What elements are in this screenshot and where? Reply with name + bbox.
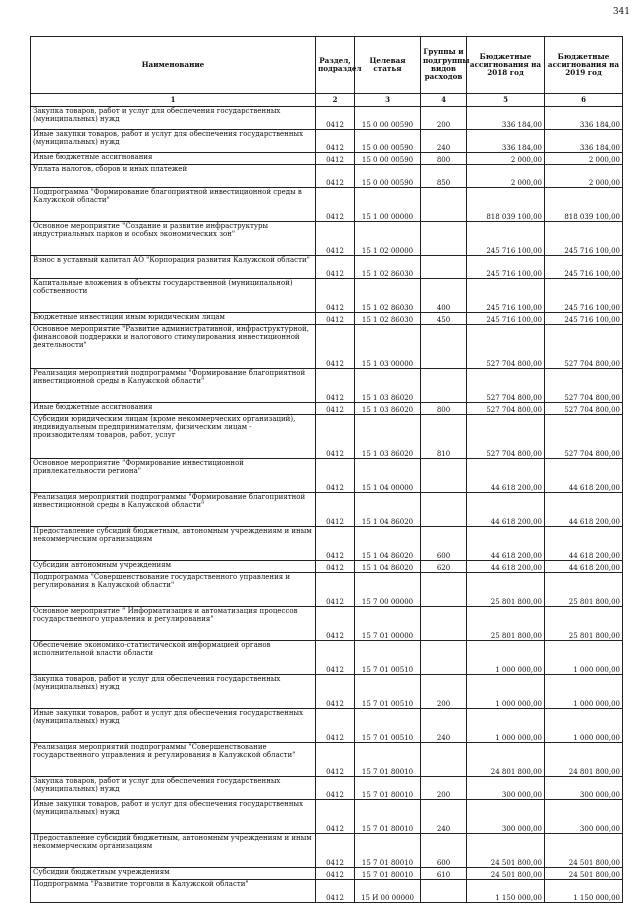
header-target: Целевая статья	[355, 37, 421, 94]
cell-name: Основное мероприятие "Развитие административной, инфраструктурной, финансовой поддержки и налогового стимулирования инвестиционной деятельности"	[31, 325, 316, 369]
cell-y2018: 336 184,00	[467, 107, 545, 130]
table-row	[31, 800, 623, 834]
cell-target: 15 7 01 00000	[355, 607, 421, 641]
cell-y2018: 24 501 800,00	[467, 868, 545, 880]
cell-target: 15 7 01 80010	[355, 743, 421, 777]
table-row	[31, 279, 623, 313]
cell-section: 0412	[316, 743, 355, 777]
cell-name: Иные закупки товаров, работ и услуг для обеспечения государственных (муниципальных) нужд	[31, 709, 316, 743]
cell-section: 0412	[316, 880, 355, 903]
cell-target: 15 0 00 00590	[355, 165, 421, 188]
cell-group	[421, 573, 467, 607]
cell-group	[421, 325, 467, 369]
cell-target: 15 7 01 80010	[355, 834, 421, 868]
cell-name: Реализация мероприятий подпрограммы "Совершенствование государственного управления и регулирования в Калужской области"	[31, 743, 316, 777]
cell-y2019: 44 618 200,00	[545, 561, 623, 573]
col-number: 1	[31, 94, 316, 107]
cell-section: 0412	[316, 675, 355, 709]
table-row	[31, 561, 623, 573]
cell-y2019: 44 618 200,00	[545, 493, 623, 527]
table-row	[31, 527, 623, 561]
table-row	[31, 573, 623, 607]
cell-section: 0412	[316, 573, 355, 607]
cell-y2018: 44 618 200,00	[467, 527, 545, 561]
cell-target: 15 1 03 86020	[355, 369, 421, 403]
cell-group: 600	[421, 527, 467, 561]
cell-target: 15 7 01 80010	[355, 800, 421, 834]
cell-group	[421, 459, 467, 493]
cell-y2018: 245 716 100,00	[467, 279, 545, 313]
table-row	[31, 743, 623, 777]
table-row	[31, 868, 623, 880]
cell-section: 0412	[316, 527, 355, 561]
table-row	[31, 188, 623, 222]
col-number: 4	[421, 94, 467, 107]
cell-group	[421, 607, 467, 641]
cell-group	[421, 493, 467, 527]
cell-target: 15 7 00 00000	[355, 573, 421, 607]
cell-name: Предоставление субсидий бюджетным, автономным учреждениям и иным некоммерческим организациям	[31, 527, 316, 561]
table-row	[31, 880, 623, 903]
cell-group	[421, 880, 467, 903]
cell-y2018: 818 039 100,00	[467, 188, 545, 222]
cell-name: Закупка товаров, работ и услуг для обеспечения государственных (муниципальных) нужд	[31, 107, 316, 130]
cell-y2018: 25 801 800,00	[467, 607, 545, 641]
cell-section: 0412	[316, 607, 355, 641]
cell-name: Основное мероприятие "Создание и развитие инфраструктуры индустриальных парков и особых экономических зон"	[31, 222, 316, 256]
cell-section: 0412	[316, 561, 355, 573]
header-row	[31, 37, 623, 94]
cell-target: 15 7 01 00510	[355, 675, 421, 709]
cell-y2019: 1 000 000,00	[545, 641, 623, 675]
cell-y2019: 24 501 800,00	[545, 868, 623, 880]
table-row	[31, 709, 623, 743]
cell-name: Основное мероприятие " Информатизация и автоматизация процессов государственного управления и регулирования"	[31, 607, 316, 641]
cell-section: 0412	[316, 459, 355, 493]
cell-y2018: 245 716 100,00	[467, 256, 545, 279]
cell-group: 400	[421, 279, 467, 313]
cell-name: Иные закупки товаров, работ и услуг для обеспечения государственных (муниципальных) нужд	[31, 800, 316, 834]
table-body	[31, 107, 623, 903]
cell-y2019: 1 000 000,00	[545, 709, 623, 743]
header-section: Раздел, подраздел	[316, 37, 355, 94]
cell-group: 240	[421, 130, 467, 153]
header-name: Наименование	[31, 37, 316, 94]
cell-name: Предоставление субсидий бюджетным, автономным учреждениям и иным некоммерческим организациям	[31, 834, 316, 868]
cell-name: Уплата налогов, сборов и иных платежей	[31, 165, 316, 188]
col-number: 2	[316, 94, 355, 107]
cell-group: 810	[421, 415, 467, 459]
cell-y2019: 527 704 800,00	[545, 415, 623, 459]
cell-target: 15 1 03 86020	[355, 415, 421, 459]
table-row	[31, 107, 623, 130]
cell-group: 200	[421, 777, 467, 800]
cell-section: 0412	[316, 325, 355, 369]
cell-y2019: 24 501 800,00	[545, 834, 623, 868]
cell-group: 200	[421, 675, 467, 709]
cell-name: Закупка товаров, работ и услуг для обеспечения государственных (муниципальных) нужд	[31, 675, 316, 709]
page-number: 341	[612, 7, 630, 17]
cell-y2019: 245 716 100,00	[545, 279, 623, 313]
cell-y2019: 527 704 800,00	[545, 403, 623, 415]
table-row	[31, 130, 623, 153]
cell-name: Взнос в уставный капитал АО "Корпорация развития Калужской области"	[31, 256, 316, 279]
cell-name: Подпрограмма "Развитие торговли в Калужской области"	[31, 880, 316, 903]
header-2019: Бюджетные ассигнования на 2019 год	[545, 37, 623, 94]
cell-y2018: 2 000,00	[467, 153, 545, 165]
cell-section: 0412	[316, 800, 355, 834]
cell-group: 240	[421, 709, 467, 743]
cell-y2019: 336 184,00	[545, 130, 623, 153]
cell-group: 620	[421, 561, 467, 573]
table-row	[31, 607, 623, 641]
cell-target: 15 И 00 00000	[355, 880, 421, 903]
cell-name: Реализация мероприятий подпрограммы "Формирование благоприятной инвестиционной среды в Калужской области"	[31, 493, 316, 527]
cell-y2019: 245 716 100,00	[545, 256, 623, 279]
cell-group	[421, 188, 467, 222]
budget-table	[30, 36, 623, 903]
cell-y2018: 300 000,00	[467, 800, 545, 834]
cell-y2018: 1 000 000,00	[467, 709, 545, 743]
cell-group	[421, 743, 467, 777]
cell-y2019: 1 150 000,00	[545, 880, 623, 903]
cell-name: Закупка товаров, работ и услуг для обеспечения государственных (муниципальных) нужд	[31, 777, 316, 800]
cell-y2018: 25 801 800,00	[467, 573, 545, 607]
table-row	[31, 834, 623, 868]
cell-section: 0412	[316, 777, 355, 800]
cell-name: Субсидии юридическим лицам (кроме некоммерческих организаций), индивидуальным предпринимателям, физическим лицам - производителям товаров, работ, услуг	[31, 415, 316, 459]
cell-target: 15 7 01 00510	[355, 709, 421, 743]
cell-target: 15 1 04 86020	[355, 561, 421, 573]
cell-section: 0412	[316, 415, 355, 459]
cell-section: 0412	[316, 369, 355, 403]
cell-y2018: 1 150 000,00	[467, 880, 545, 903]
table-row	[31, 777, 623, 800]
cell-name: Бюджетные инвестиции иным юридическим лицам	[31, 313, 316, 325]
cell-y2019: 44 618 200,00	[545, 459, 623, 493]
cell-y2018: 24 801 800,00	[467, 743, 545, 777]
cell-y2019: 25 801 800,00	[545, 573, 623, 607]
cell-target: 15 1 04 86020	[355, 493, 421, 527]
cell-y2018: 527 704 800,00	[467, 325, 545, 369]
cell-section: 0412	[316, 403, 355, 415]
cell-y2019: 336 184,00	[545, 107, 623, 130]
cell-y2018: 44 618 200,00	[467, 561, 545, 573]
cell-y2018: 245 716 100,00	[467, 222, 545, 256]
cell-target: 15 1 03 86020	[355, 403, 421, 415]
cell-group: 450	[421, 313, 467, 325]
cell-target: 15 1 03 00000	[355, 325, 421, 369]
cell-name: Реализация мероприятий подпрограммы "Формирование благоприятной инвестиционной среды в Калужской области"	[31, 369, 316, 403]
cell-y2019: 2 000,00	[545, 153, 623, 165]
cell-y2019: 1 000 000,00	[545, 675, 623, 709]
cell-section: 0412	[316, 256, 355, 279]
cell-group: 610	[421, 868, 467, 880]
cell-group: 600	[421, 834, 467, 868]
header-2018: Бюджетные ассигнования на 2018 год	[467, 37, 545, 94]
table-row	[31, 403, 623, 415]
cell-target: 15 1 02 00000	[355, 222, 421, 256]
cell-name: Основное мероприятие "Формирование инвестиционной привлекательности региона"	[31, 459, 316, 493]
cell-target: 15 7 01 80010	[355, 868, 421, 880]
cell-y2018: 1 000 000,00	[467, 675, 545, 709]
cell-name: Субсидии бюджетным учреждениям	[31, 868, 316, 880]
table-row	[31, 256, 623, 279]
cell-section: 0412	[316, 868, 355, 880]
cell-target: 15 1 00 00000	[355, 188, 421, 222]
table-row	[31, 641, 623, 675]
cell-section: 0412	[316, 153, 355, 165]
cell-name: Обеспечение экономико-статистической информацией органов исполнительной власти области	[31, 641, 316, 675]
cell-y2019: 2 000,00	[545, 165, 623, 188]
cell-target: 15 7 01 80010	[355, 777, 421, 800]
cell-y2019: 44 618 200,00	[545, 527, 623, 561]
cell-section: 0412	[316, 130, 355, 153]
cell-y2018: 2 000,00	[467, 165, 545, 188]
cell-y2018: 527 704 800,00	[467, 369, 545, 403]
cell-y2019: 300 000,00	[545, 777, 623, 800]
cell-group: 200	[421, 107, 467, 130]
table-row	[31, 222, 623, 256]
cell-section: 0412	[316, 188, 355, 222]
cell-section: 0412	[316, 709, 355, 743]
table-row	[31, 415, 623, 459]
cell-name: Иные бюджетные ассигнования	[31, 403, 316, 415]
cell-target: 15 0 00 00590	[355, 107, 421, 130]
cell-y2018: 527 704 800,00	[467, 415, 545, 459]
cell-y2018: 44 618 200,00	[467, 459, 545, 493]
cell-section: 0412	[316, 222, 355, 256]
cell-y2019: 818 039 100,00	[545, 188, 623, 222]
cell-y2019: 527 704 800,00	[545, 325, 623, 369]
cell-group: 800	[421, 403, 467, 415]
cell-section: 0412	[316, 313, 355, 325]
table-row	[31, 165, 623, 188]
cell-name: Подпрограмма "Формирование благоприятной инвестиционной среды в Калужской области"	[31, 188, 316, 222]
cell-y2018: 1 000 000,00	[467, 641, 545, 675]
col-number: 6	[545, 94, 623, 107]
cell-target: 15 1 04 00000	[355, 459, 421, 493]
cell-name: Капитальные вложения в объекты государственной (муниципальной) собственности	[31, 279, 316, 313]
table-row	[31, 325, 623, 369]
cell-section: 0412	[316, 641, 355, 675]
cell-group	[421, 256, 467, 279]
cell-section: 0412	[316, 279, 355, 313]
cell-y2018: 336 184,00	[467, 130, 545, 153]
cell-y2018: 300 000,00	[467, 777, 545, 800]
cell-section: 0412	[316, 107, 355, 130]
cell-target: 15 1 04 86020	[355, 527, 421, 561]
table-row	[31, 153, 623, 165]
cell-section: 0412	[316, 834, 355, 868]
cell-target: 15 0 00 00590	[355, 130, 421, 153]
cell-y2019: 300 000,00	[545, 800, 623, 834]
cell-y2019: 25 801 800,00	[545, 607, 623, 641]
cell-y2018: 24 501 800,00	[467, 834, 545, 868]
cell-group: 850	[421, 165, 467, 188]
table-row	[31, 459, 623, 493]
cell-name: Иные закупки товаров, работ и услуг для обеспечения государственных (муниципальных) нужд	[31, 130, 316, 153]
cell-y2019: 245 716 100,00	[545, 222, 623, 256]
cell-section: 0412	[316, 165, 355, 188]
table-row	[31, 313, 623, 325]
cell-group	[421, 641, 467, 675]
cell-y2018: 245 716 100,00	[467, 313, 545, 325]
cell-target: 15 0 00 00590	[355, 153, 421, 165]
cell-group: 240	[421, 800, 467, 834]
table-row	[31, 369, 623, 403]
col-number: 3	[355, 94, 421, 107]
cell-y2019: 245 716 100,00	[545, 313, 623, 325]
cell-target: 15 1 02 86030	[355, 279, 421, 313]
cell-group	[421, 222, 467, 256]
table-row	[31, 675, 623, 709]
cell-y2019: 527 704 800,00	[545, 369, 623, 403]
cell-target: 15 7 01 00510	[355, 641, 421, 675]
table-row	[31, 493, 623, 527]
cell-group	[421, 369, 467, 403]
col-number: 5	[467, 94, 545, 107]
cell-group: 800	[421, 153, 467, 165]
column-number-row	[31, 94, 623, 107]
cell-y2019: 24 801 800,00	[545, 743, 623, 777]
cell-name: Иные бюджетные ассигнования	[31, 153, 316, 165]
cell-target: 15 1 02 86030	[355, 313, 421, 325]
cell-y2018: 44 618 200,00	[467, 493, 545, 527]
header-groups: Группы и подгруппы видов расходов	[421, 37, 467, 94]
cell-y2018: 527 704 800,00	[467, 403, 545, 415]
cell-target: 15 1 02 86030	[355, 256, 421, 279]
cell-name: Субсидии автономным учреждениям	[31, 561, 316, 573]
cell-name: Подпрограмма "Совершенствование государственного управления и регулирования в Калужской области"	[31, 573, 316, 607]
cell-section: 0412	[316, 493, 355, 527]
